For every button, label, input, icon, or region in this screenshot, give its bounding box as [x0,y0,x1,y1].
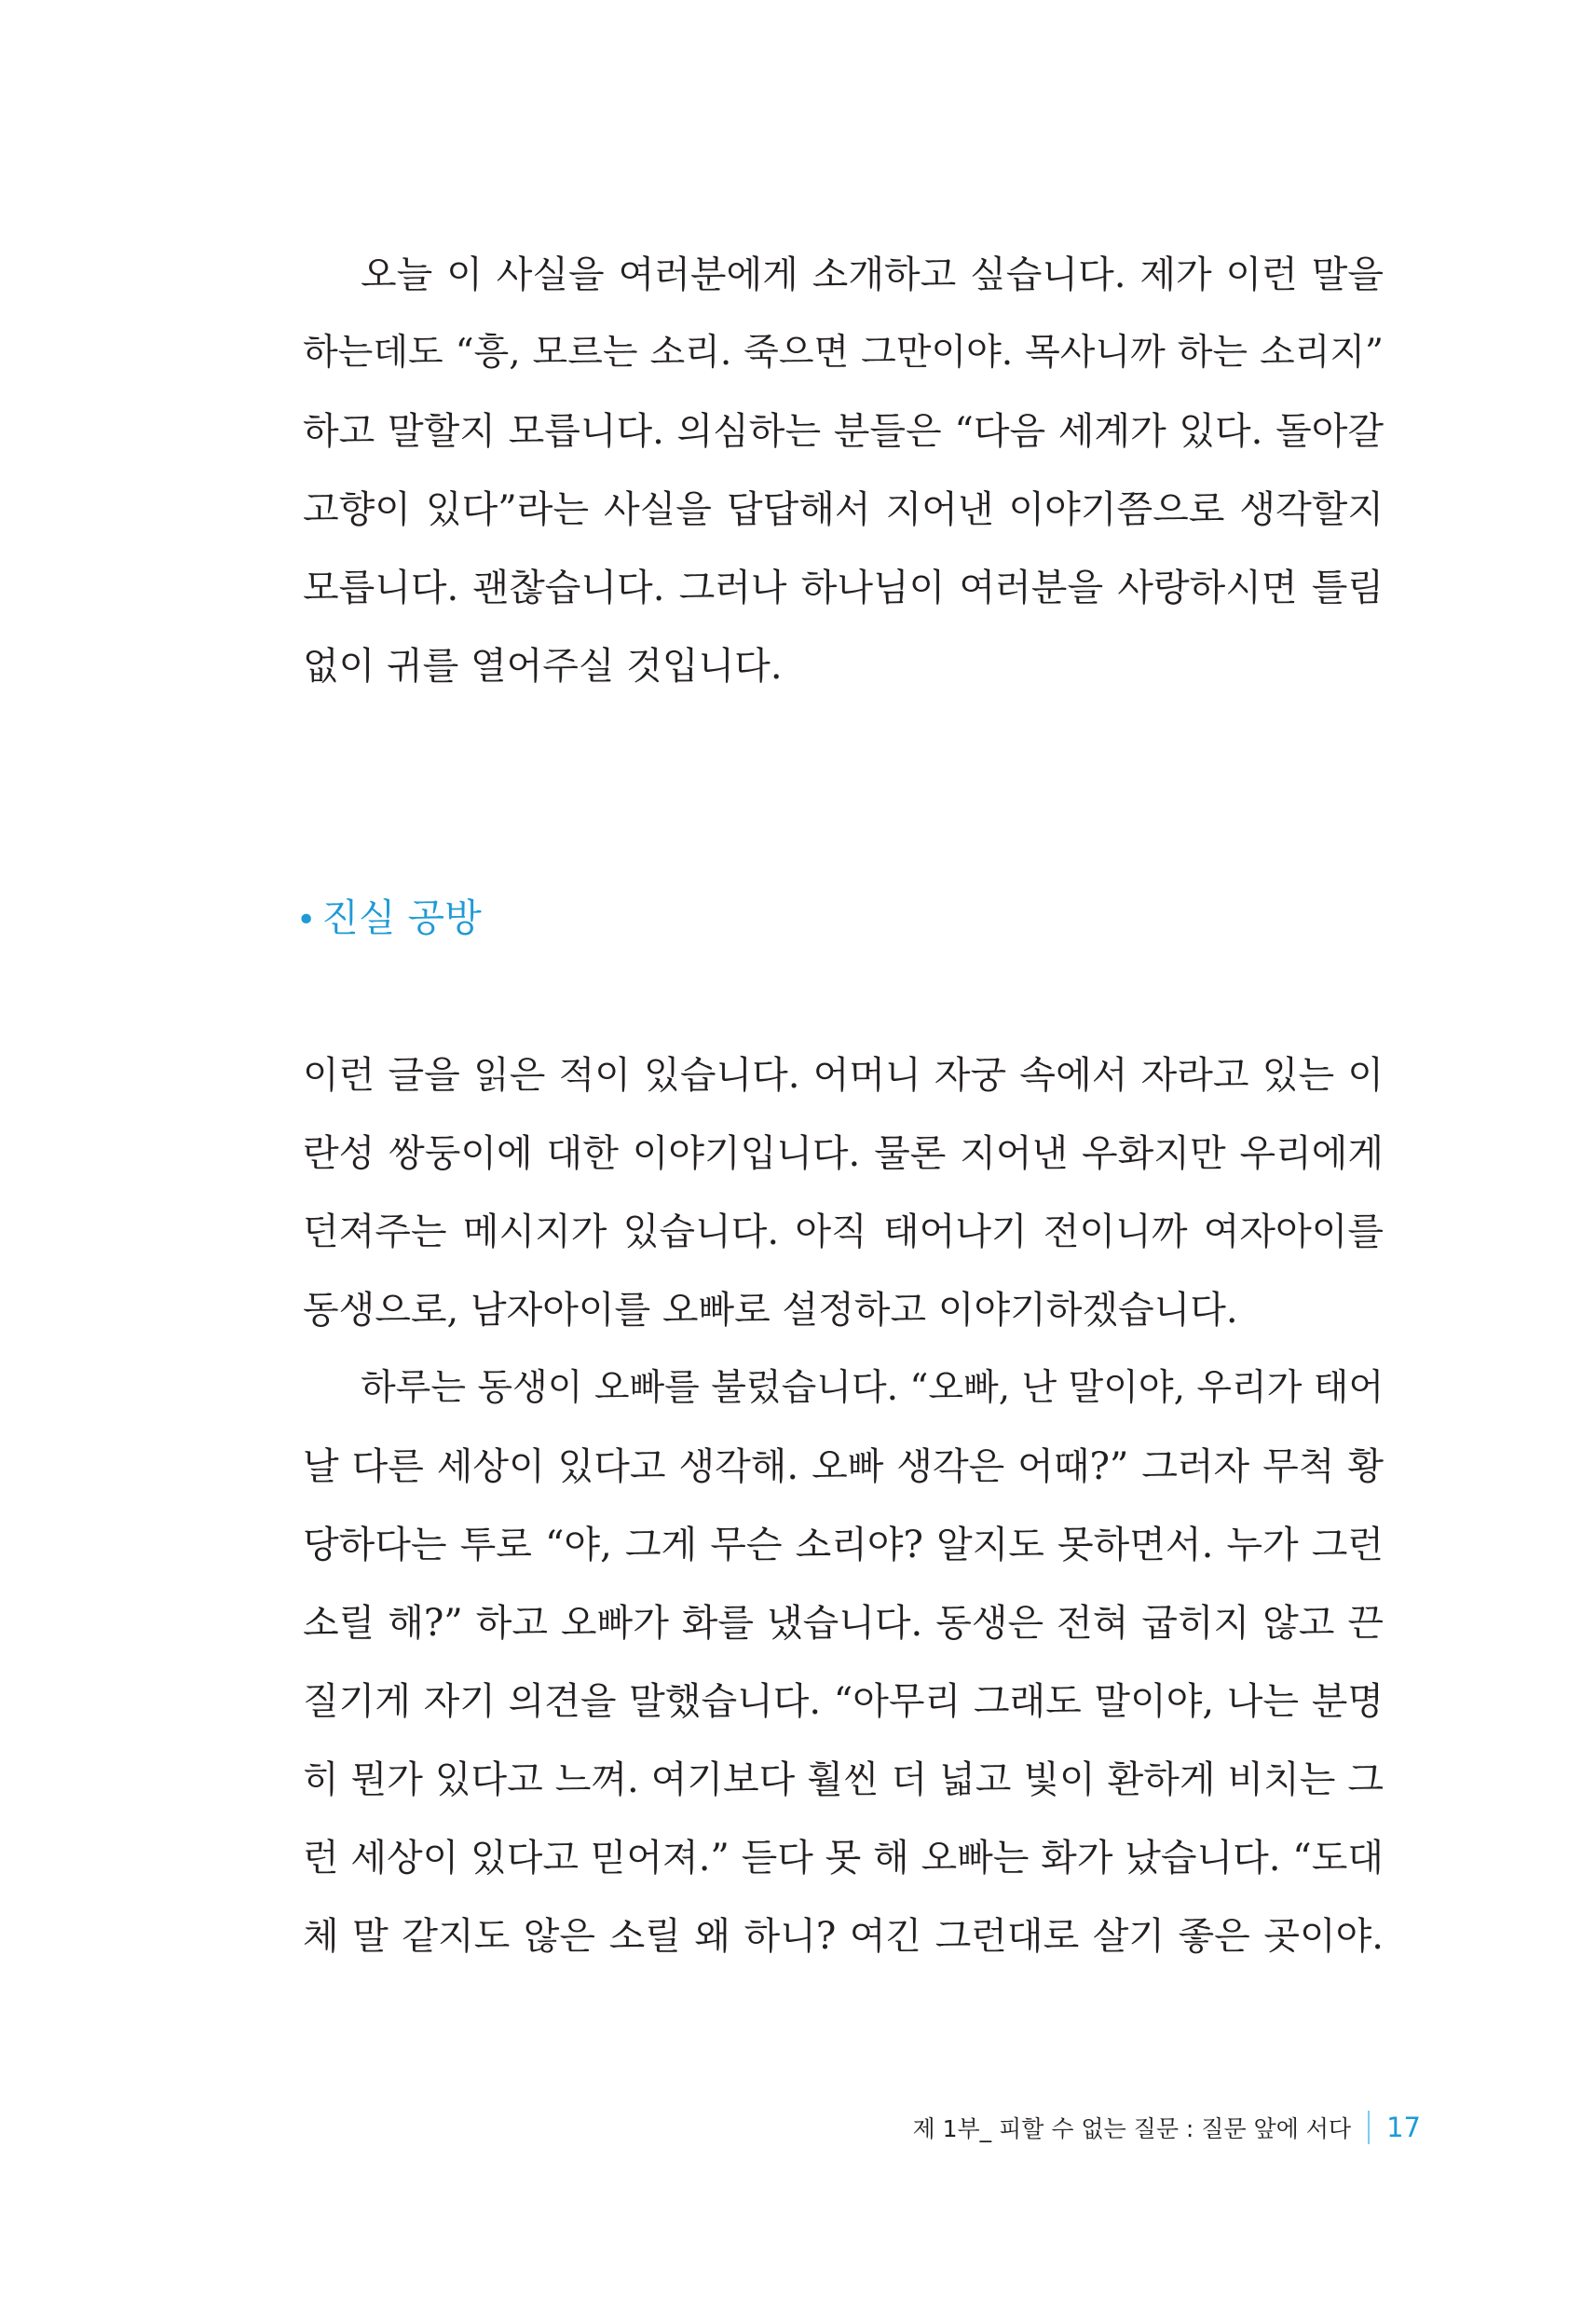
text-line: 하는데도 “흥, 모르는 소리. 죽으면 그만이야. 목사니까 하는 소리지” [303,332,1384,374]
paragraph-dialogue [303,1349,1384,1976]
text-line: 오늘 이 사실을 여러분에게 소개하고 싶습니다. 제가 이런 말을 [361,253,1384,296]
text-line: 체 말 같지도 않은 소릴 왜 하니? 여긴 그런대로 살기 좋은 곳이야. [303,1915,1384,1958]
text-line: 없이 귀를 열어주실 것입니다. [303,645,783,688]
text-line: 고향이 있다”라는 사실을 답답해서 지어낸 이야기쯤으로 생각할지 [303,488,1384,531]
text-line: 던져주는 메시지가 있습니다. 아직 태어나기 전이니까 여자아이를 [303,1210,1384,1253]
running-head: 제 1부_ 피할 수 없는 질문 : 질문 앞에 서다 [912,2115,1352,2142]
text-line: 소릴 해?” 하고 오빠가 화를 냈습니다. 동생은 전혀 굽히지 않고 끈 [303,1602,1384,1645]
text-line: 날 다른 세상이 있다고 생각해. 오빠 생각은 어때?” 그러자 무척 황 [303,1445,1384,1488]
text-line: 동생으로, 남자아이를 오빠로 설정하고 이야기하겠습니다. [303,1289,1238,1332]
text-line: 하고 말할지 모릅니다. 의심하는 분들은 “다음 세계가 있다. 돌아갈 [303,410,1384,453]
section-heading [296,890,482,949]
bullet-icon: • [296,901,317,939]
text-line: 질기게 자기 의견을 말했습니다. “아무리 그래도 말이야, 나는 분명 [303,1680,1384,1723]
text-line: 모릅니다. 괜찮습니다. 그러나 하나님이 여러분을 사랑하시면 틀림 [303,567,1384,609]
text-line: 히 뭔가 있다고 느껴. 여기보다 훨씬 더 넓고 빛이 환하게 비치는 그 [303,1758,1384,1801]
text-line: 하루는 동생이 오빠를 불렀습니다. “오빠, 난 말이야, 우리가 태어 [361,1367,1385,1409]
text-line: 당하다는 투로 “야, 그게 무슨 소리야? 알지도 못하면서. 누가 그런 [303,1524,1384,1566]
footer-divider [1368,2111,1370,2144]
text-line: 이런 글을 읽은 적이 있습니다. 어머니 자궁 속에서 자라고 있는 이 [303,1054,1384,1097]
paragraph-intro [303,236,1384,705]
text-line: 런 세상이 있다고 믿어져.” 듣다 못 해 오빠는 화가 났습니다. “도대 [303,1837,1384,1880]
text-line: 란성 쌍둥이에 대한 이야기입니다. 물론 지어낸 우화지만 우리에게 [303,1132,1384,1175]
section-heading-text: 진실 공방 [321,896,482,940]
paragraph-story-intro [303,1036,1384,1349]
page-number: 17 [1386,2112,1421,2143]
page-footer [912,2104,1421,2151]
